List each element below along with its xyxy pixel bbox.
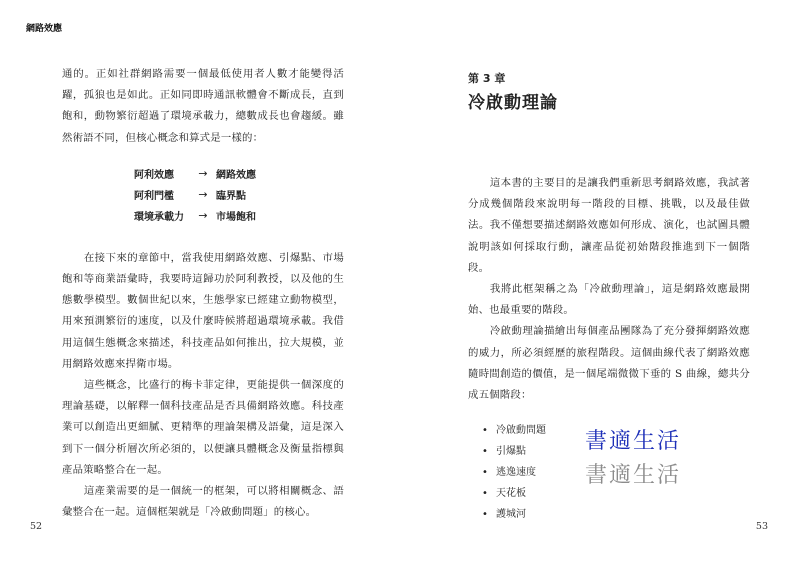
bullet-icon: • [482,425,488,437]
stage-label: 逃逸速度 [496,467,536,479]
left-paragraph-3: 這些概念，比盛行的梅卡菲定律，更能提供一個深度的理論基礎，以解釋一個科技產品是否具備網路效應。科技產業可以創造出更細膩、更精準的理論架構及語彙，這是深入到下一個分析層次所必須的，以便讓具體概念及衡量指標與產品策略整合在一起。 [62,379,344,476]
watermark-gray: 書適生活 [585,463,682,488]
stage-label: 護城河 [496,509,526,521]
running-head: 網路效應 [26,24,63,34]
equivalence-business-term: 臨界點 [216,190,246,202]
stage-label: 冷啟動問題 [496,425,546,437]
bullet-icon: • [482,488,488,500]
equivalence-ecology-term: 阿利效應 [134,169,174,181]
arrow-right-icon: → [198,208,208,222]
bullet-icon: • [482,467,488,479]
equivalence-row [134,184,344,205]
bullet-icon: • [482,509,488,521]
bullet-icon: • [482,446,488,458]
page-number-right: 53 [755,521,768,532]
equivalence-row [134,163,344,184]
stage-label: 天花板 [496,488,526,500]
right-text-column [468,64,750,525]
chapter-number: 第 3 章 [468,72,506,85]
arrow-right-icon: → [198,166,208,180]
left-text-column [62,64,344,523]
watermark-blue: 書適生活 [585,429,682,454]
left-paragraph-1: 通的。正如社群網路需要一個最低使用者人數才能變得活躍，孤狼也是如此。正如同即時通訊軟體會不斷成長，直到飽和，動物繁衍超過了環境承載力，總數成長也會趨緩。雖然術語不同，但核心概念和算式是一樣的： [62,68,344,144]
equivalence-list [134,163,344,226]
equivalence-business-term: 市場飽和 [216,211,256,223]
chapter-title: 冷啟動理論 [468,93,558,113]
equivalence-ecology-term: 阿利門檻 [134,190,174,202]
right-paragraph-2: 我將此框架稱之為「冷啟動理論」，這是網路效應最開始、也最重要的階段。 [468,283,750,317]
arrow-right-icon: → [198,187,208,201]
page-number-left: 52 [30,521,43,532]
right-paragraph-3: 冷啟動理論描繪出每個產品團隊為了充分發揮網路效應的威力，所必須經歷的旅程階段。這個曲線代表了網路效應隨時間創造的價值，是一個尾端微微下垂的 S 曲線，總共分成五個階段： [468,325,750,402]
right-paragraph-1: 這本書的主要目的是讓我們重新思考網路效應，我試著分成幾個階段來說明每一階段的目標、挑戰，以及最佳做法。我不僅想要描述網路效應如何形成、演化，也試圖具體說明該如何採取行動，讓產品從初始階段推進到下一個階段。 [468,177,750,274]
equivalence-ecology-term: 環境承載力 [134,211,184,223]
equivalence-row [134,205,344,226]
left-paragraph-4: 這產業需要的是一個統一的框架，可以將相關概念、語彙整合在一起。這個框架就是「冷啟動問題」的核心。 [62,485,344,519]
stage-label: 引爆點 [496,446,526,458]
list-item [482,504,750,525]
left-paragraph-2: 在接下來的章節中，當我使用網路效應、引爆點、市場飽和等商業語彙時，我要時這歸功於阿利教授，以及他的生態數學模型。數個世紀以來，生態學家已經建立動物模型，用來預測繁衍的速度，以及什麼時候將超過環境承載。我借用這個生態概念來描述，科技產品如何推出，拉大規模，並用網路效應來捍衛市場。 [62,251,344,370]
equivalence-business-term: 網路效應 [216,169,256,181]
